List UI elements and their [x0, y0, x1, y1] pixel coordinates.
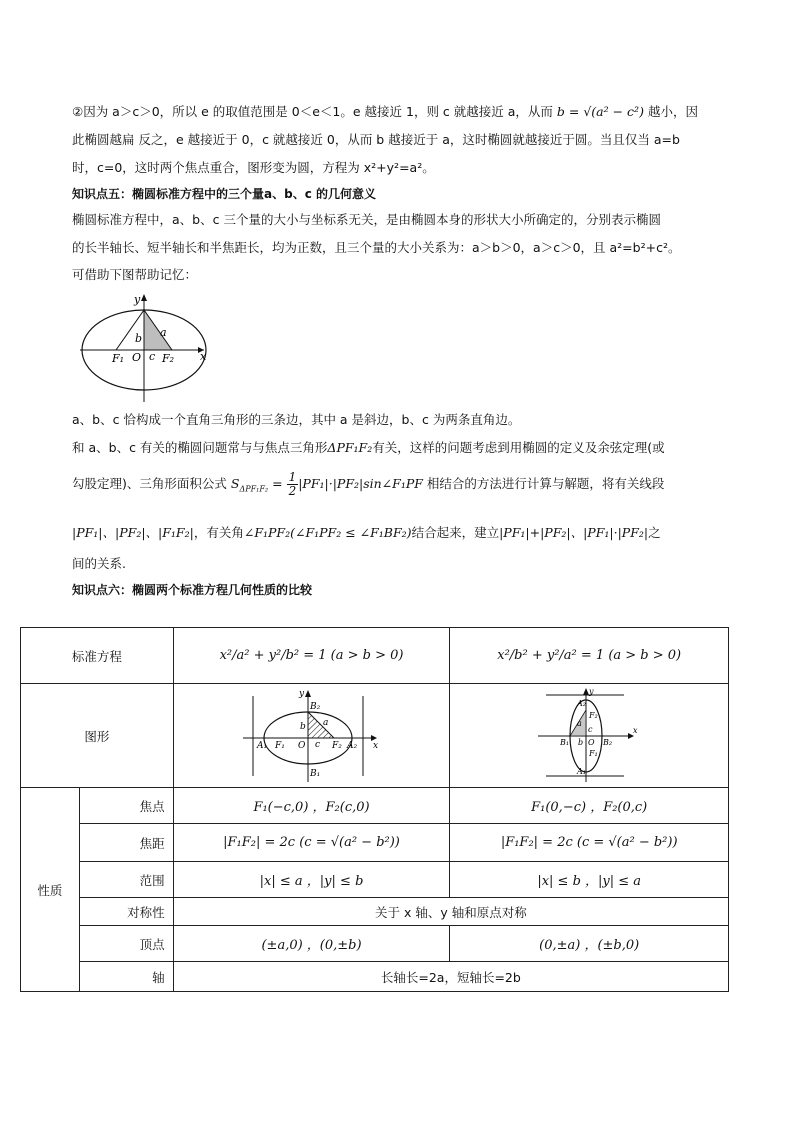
- table-row-axis: [21, 962, 729, 992]
- table-row-foci: [21, 788, 729, 824]
- svg-text:b: b: [578, 737, 584, 747]
- symmetry-merged: 关于 x 轴、y 轴和原点对称: [173, 898, 728, 926]
- svg-text:y: y: [589, 687, 594, 696]
- svg-text:A₁: A₁: [256, 740, 267, 751]
- svg-text:A₁: A₁: [577, 766, 587, 776]
- svg-text:F₂: F₂: [331, 740, 342, 751]
- row-label-range: 范围: [79, 862, 173, 898]
- svg-text:c: c: [588, 724, 593, 734]
- svg-text:c: c: [314, 739, 320, 750]
- foci-horizontal: F₁(−c,0) ，F₂(c,0): [173, 788, 450, 824]
- table-row-figure: [21, 684, 729, 788]
- para3-line3: 勾股定理)、三角形面积公式 $S_{\Delta PF_1F_2}$ = $\frac{1}{2}$ |PF₁|·|PF₂|sin∠F₁PF 相结合的方法进行计算与解题，将有关线段: [72, 470, 665, 498]
- area-formula: $S_{\Delta PF_1F_2}$ = $\frac{1}{2}$ |PF₁|·|PF₂|sin∠F₁PF: [230, 470, 423, 498]
- focal-distance-horizontal: |F₁F₂| = 2c (c = √(a² − b²)): [173, 824, 450, 862]
- ellipse-abc-figure: [76, 292, 212, 404]
- vertices-vertical: (0,±a) ，(±b,0): [450, 926, 729, 962]
- focal-distance-vertical: |F₁F₂| = 2c (c = √(a² − b²)): [450, 824, 729, 862]
- para3-line1: a、b、c 恰构成一个直角三角形的三条边，其中 a 是斜边，b、c 为两条直角边。: [72, 412, 521, 427]
- figure-cell-vertical: [450, 684, 729, 788]
- relation-formula: |PF₁|+|PF₂|、|PF₁|·|PF₂|: [499, 525, 649, 540]
- para1-line2: 此椭圆越扁 反之，e 越接近于 0，c 就越接近 0，从而 b 越接近于 a，这时椭圆就越接近于圆。当且仅当 a=b: [72, 132, 680, 147]
- row-group-properties: 性质: [21, 788, 80, 992]
- equation-vertical: x²/b² + y²/a² = 1 (a > b > 0): [450, 628, 729, 684]
- row-label-figure: 图形: [21, 684, 174, 788]
- svg-text:b: b: [299, 721, 306, 732]
- para3-line2: 和 a、b、c 有关的椭圆问题常与与焦点三角形ΔPF₁F₂有关，这样的问题考虑到用椭圆的定义及余弦定理(或: [72, 440, 665, 455]
- row-label-foci: 焦点: [79, 788, 173, 824]
- fig1-origin-label: O: [132, 351, 142, 364]
- table-row-standard-equation: [21, 628, 729, 684]
- svg-text:a: a: [577, 718, 582, 728]
- row-label-axis: 轴: [79, 962, 173, 992]
- range-vertical: |x| ≤ b ，|y| ≤ a: [450, 862, 729, 898]
- svg-text:x: x: [372, 740, 378, 751]
- fig1-b-label: b: [135, 332, 143, 345]
- row-label-standard-equation: 标准方程: [21, 628, 174, 684]
- vertical-ellipse-figure: [534, 688, 644, 784]
- svg-text:B₂: B₂: [309, 701, 320, 712]
- svg-text:a: a: [322, 717, 328, 728]
- para3-line5: 间的关系.: [72, 556, 126, 571]
- para2-line1: 椭圆标准方程中，a、b、c 三个量的大小与坐标系无关，是由椭圆本身的形状大小所确定的，分别表示椭圆: [72, 212, 661, 227]
- svg-text:O: O: [297, 740, 305, 751]
- fig1-f2-label: F₂: [162, 352, 175, 365]
- axis-merged: 长轴长=2a，短轴长=2b: [173, 962, 728, 992]
- vertices-horizontal: (±a,0) ，(0,±b): [173, 926, 450, 962]
- svg-text:O: O: [588, 737, 595, 747]
- svg-text:B₁: B₁: [560, 737, 570, 747]
- table-row-vertices: [21, 926, 729, 962]
- range-horizontal: |x| ≤ a ，|y| ≤ b: [173, 862, 450, 898]
- para1-line1: ②因为 a＞c＞0，所以 e 的取值范围是 0＜e＜1。e 越接近 1，则 c 就越接近 a，从而 b = √(a² − c²) 越小，因: [72, 104, 698, 119]
- para2-line3: 可借助下图帮助记忆：: [72, 267, 198, 282]
- table-row-range: [21, 862, 729, 898]
- ellipse-comparison-table: [20, 627, 729, 992]
- svg-text:A₂: A₂: [577, 698, 587, 708]
- heading-knowledge-point-5: 知识点五：椭圆标准方程中的三个量a、b、c 的几何意义: [72, 187, 376, 201]
- table-row-symmetry: [21, 898, 729, 926]
- svg-text:B₂: B₂: [603, 737, 613, 747]
- focal-triangle-formula: ΔPF₁F₂: [327, 440, 373, 455]
- fig1-f1-label: F₁: [112, 352, 125, 365]
- svg-text:F₂: F₂: [589, 710, 598, 720]
- table-row-focal-distance: [21, 824, 729, 862]
- svg-text:A₂: A₂: [346, 740, 357, 751]
- para3-line4: |PF₁|、|PF₂|、|F₁F₂|，有关角∠F₁PF₂(∠F₁PF₂ ≤ ∠F₁BF₂)结合起来，建立|PF₁|+|PF₂|、|PF₁|·|PF₂|之: [72, 525, 661, 540]
- svg-text:B₁: B₁: [309, 768, 320, 779]
- svg-text:x: x: [633, 725, 638, 735]
- fig1-y-label: y: [134, 293, 141, 306]
- formula-b-sqrt: b = √(a² − c²): [556, 104, 644, 119]
- row-label-vertices: 顶点: [79, 926, 173, 962]
- fig1-a-label: a: [160, 326, 167, 339]
- para1-line3: 时，c=0，这时两个焦点重合，图形变为圆，方程为 x²+y²=a²。: [72, 160, 435, 175]
- foci-vertical: F₁(0,−c) ，F₂(0,c): [450, 788, 729, 824]
- svg-text:y: y: [298, 688, 304, 699]
- heading-knowledge-point-6: 知识点六：椭圆两个标准方程几何性质的比较: [72, 583, 313, 597]
- figure-cell-horizontal: [173, 684, 450, 788]
- svg-text:F₁: F₁: [589, 748, 598, 758]
- svg-text:F₁: F₁: [274, 740, 285, 751]
- row-label-focal-distance: 焦距: [79, 824, 173, 862]
- segments-formula: |PF₁|、|PF₂|、|F₁F₂|: [72, 525, 194, 540]
- horizontal-ellipse-figure: [237, 688, 387, 784]
- para2-line2: 的长半轴长、短半轴长和半焦距长，均为正数，且三个量的大小关系为：a＞b＞0，a＞c＞0，且 a²=b²+c²。: [72, 240, 681, 255]
- fig1-x-label: x: [200, 350, 207, 363]
- fig1-c-label: c: [149, 350, 156, 363]
- row-label-symmetry: 对称性: [79, 898, 173, 926]
- angle-formula: ∠F₁PF₂(∠F₁PF₂ ≤ ∠F₁BF₂): [243, 525, 412, 540]
- equation-horizontal: x²/a² + y²/b² = 1 (a > b > 0): [173, 628, 450, 684]
